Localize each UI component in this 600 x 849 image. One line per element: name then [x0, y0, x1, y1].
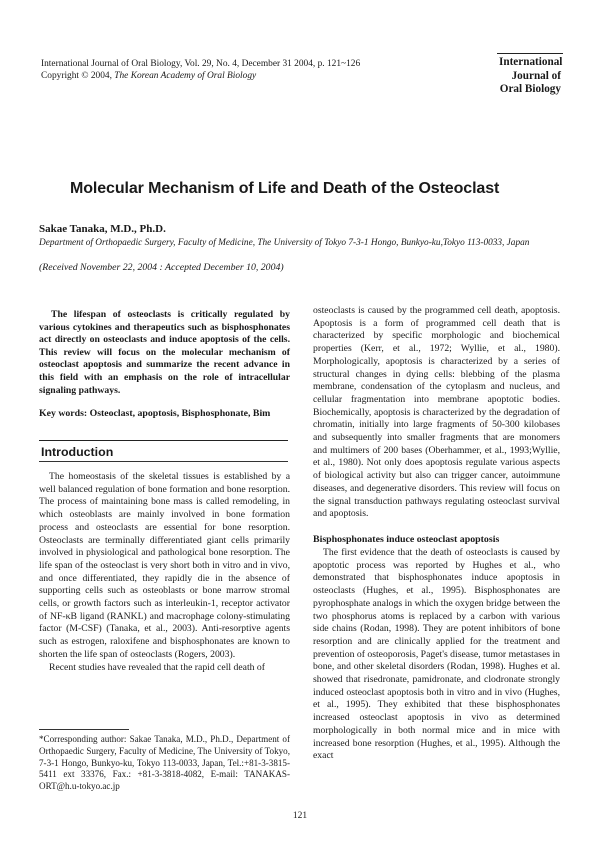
journal-box-line-1: International	[499, 56, 563, 68]
article-title: Molecular Mechanism of Life and Death of the Osteoclast	[70, 180, 500, 197]
intro-paragraph-1: The homeostasis of the skeletal tissues is established by a well balanced regulation of bone formation and bone resorption. The process of maintaining bone mass is called remodeling, in which osteoblasts are mainly involved in bone formation process and osteoclasts are essential for bone resorption. Osteoclasts are terminally differentiated giant cells primarily involved in physiological and pathological bone resorption. The life span of the osteoclast is very short both in vitro and in vivo, and once differentiated, they rapidly die in the absence of supporting cells such as osteoblasts or bone marrow stromal cells, or growth factors such as interleukin-1, receptor activator of NF-κB ligand (RANKL) and macrophage colony-stimulating factor (M-CSF) (Tanaka, et al., 2003). Anti-resorptive agents such as estrogen, raloxifene and bisphosphonates are known to shorten the life span of osteoclasts (Rogers, 2003).	[39, 471, 290, 660]
intro-paragraph-2-start: Recent studies have revealed that the rapid cell death of	[49, 661, 265, 673]
intro-paragraph-2-continued: osteoclasts is caused by the programmed cell death, apoptosis. Apoptosis is a form of programmed cell death that is characterized by specific morphologic and biochemical properties (Kerr, et al., 1972; Wyllie, et al., 1980). Morphologically, apoptosis is characterized by a series of structural changes in dying cells: blebbing of the plasma membrane, condensation of the cytoplasm and nucleus, and cellular fragmentation into membrane apoptotic bodies. Biochemically, apoptosis is characterized by the degradation of chromatin, initially into large fragments of 50-300 kilobases and subsequently into smaller fragments that are monomers and multimers of 200 bases (Oberhammer, et al., 1993;Wyllie, et al., 1980). Not only does apoptosis regulate various aspects of biological activity but also can trigger cancer, autoimmune diseases, and degenerative disorders. This review will focus on the signal transduction pathways regulating osteoclast survival and apoptosis.	[313, 305, 560, 520]
journal-citation-line: International Journal of Oral Biology, Vol. 29, No. 4, December 31 2004, p. 121~126	[41, 59, 361, 69]
journal-box-line-3: Oral Biology	[499, 83, 561, 95]
keywords-line: Key words: Osteoclast, apoptosis, Bisphosphonate, Bim	[39, 408, 271, 419]
right-column-body-2	[313, 547, 560, 763]
abstract-text: The lifespan of osteoclasts is critically regulated by various cytokines and therapeutics such as bisphosphonates act directly on osteoclasts and induce apoptosis of the cells. This review will focus on the molecular mechanism of osteoclast apoptosis and summarize the recent advance in this field with an emphasis on the role of intracellular signaling pathways.	[39, 309, 290, 396]
copyright-prefix: Copyright © 2004,	[41, 71, 115, 81]
corresponding-author-footnote: *Corresponding author: Sakae Tanaka, M.D., Ph.D., Department of Orthopaedic Surgery, Faculty of Medicine, The University of Tokyo, 7-3-1 Hongo, Bunkyo-ku, Tokyo 113-0033, Japan, Tel.:+81-3-3815-5411 ext 33376, Fax.: +81-3-3818-4082, E-mail: TANAKAS-ORT@h.u-tokyo.ac.jp	[39, 734, 290, 792]
section-bottom-rule	[39, 461, 288, 462]
article-author: Sakae Tanaka, M.D., Ph.D.	[39, 223, 166, 235]
received-accepted-dates: (Received November 22, 2004 : Accepted December 10, 2004)	[39, 262, 284, 273]
author-affiliation: Department of Orthopaedic Surgery, Faculty of Medicine, The University of Tokyo 7-3-1 Hongo, Bunkyo-ku,Tokyo 113-0033, Japan	[39, 238, 530, 248]
copyright-society: The Korean Academy of Oral Biology	[114, 71, 257, 81]
right-column-body	[313, 305, 560, 521]
left-column-body	[39, 471, 290, 674]
introduction-heading: Introduction	[41, 445, 114, 459]
bisphosphonate-subheading: Bisphosphonates induce osteoclast apoptosis	[313, 534, 500, 545]
footnote-rule	[39, 729, 129, 730]
journal-box-line-2: Journal of	[511, 69, 561, 82]
journal-box-top-rule	[497, 53, 563, 54]
page-number: 121	[292, 811, 308, 821]
journal-name-box	[499, 56, 561, 97]
bisphosphonate-paragraph: The first evidence that the death of osteoclasts is caused by apoptotic process was reported by Hughes et al., who demonstrated that bisphosphonates induce apoptosis in osteoclasts (Hughes, et al., 1995). Bisphosphonates are pyrophosphate analogs in which the oxygen bridge between the two phosphorus atoms is replaced by a carbon with various side chains (Rodan, 1998). They are potent inhibitors of bone resorption and are clinically applied for the treatment and prevention of osteoporosis, Paget's disease, tumor metastases in bone, and other skeletal disorders (Rodan, 1998). Hughes et al. showed that risedronate, pamidronate, and clodronate strongly induced osteoclast apoptosis both in vitro and in vivo (Hughes, et al., 1995). They exhibited that these bisphosphonates increased osteoclast apoptosis in vivo as determined morphologically in both normal mice and in mice with increased bone resorption (Hughes, et al., 1995). Although the exact	[313, 547, 560, 762]
copyright-line	[41, 70, 256, 82]
section-top-rule	[39, 440, 288, 441]
